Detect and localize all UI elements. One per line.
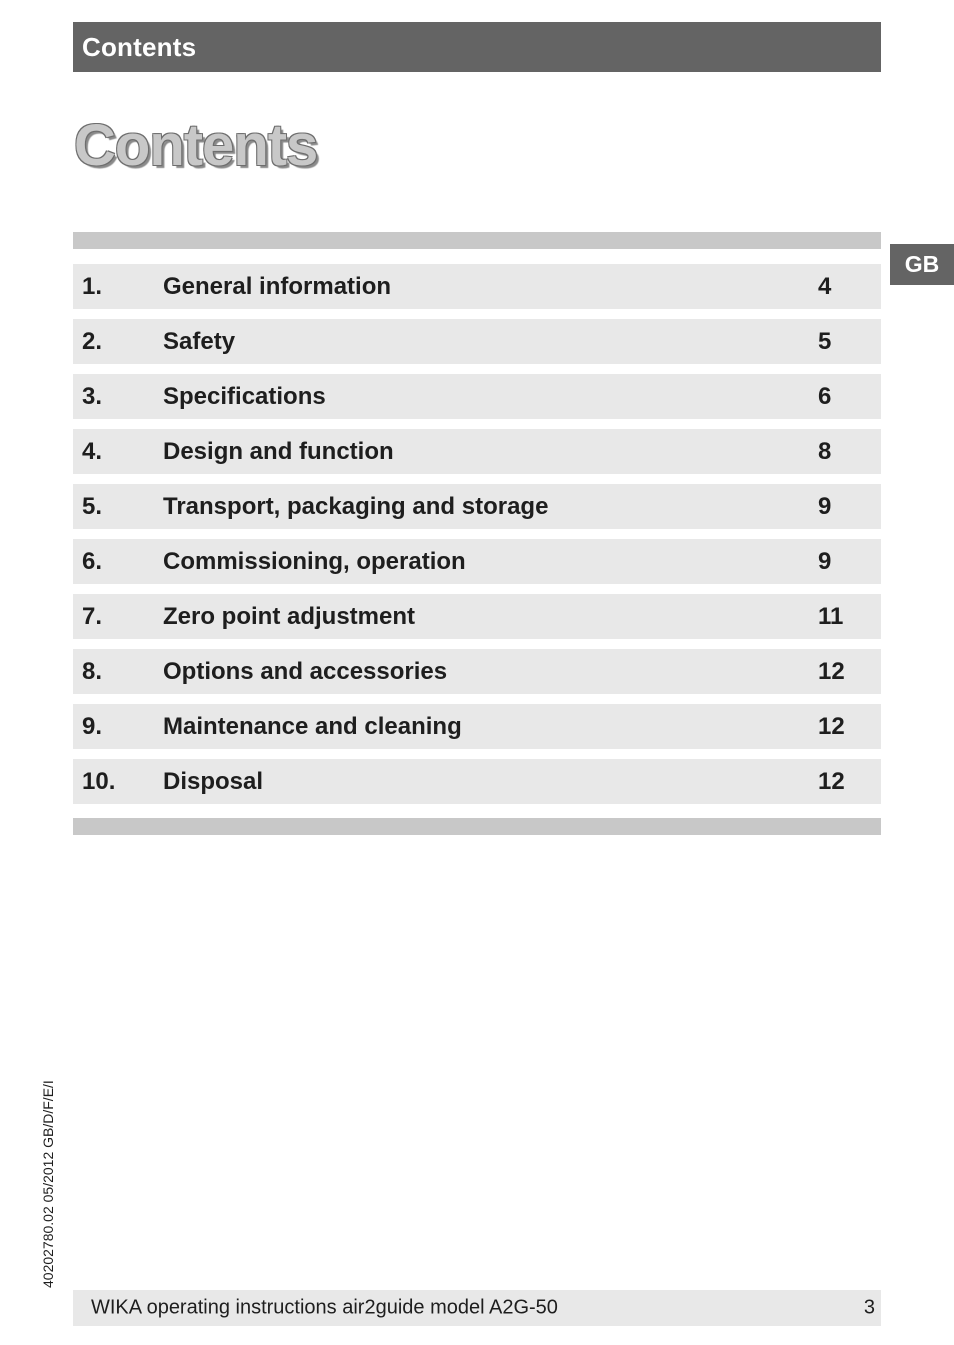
toc-entry-number: 1. xyxy=(82,272,103,300)
toc-entry[interactable] xyxy=(73,704,881,749)
toc-entry-title: Maintenance and cleaning xyxy=(163,712,462,740)
toc-entry-number: 2. xyxy=(82,327,103,355)
toc-entry-title: Specifications xyxy=(163,382,326,410)
toc-entry-page: 8 xyxy=(818,437,832,465)
toc-entry-title: Safety xyxy=(163,327,236,355)
header-title: Contents xyxy=(82,31,197,62)
toc-top-rule xyxy=(73,232,881,249)
toc-entry-page: 4 xyxy=(818,272,832,300)
toc-entry-page: 9 xyxy=(818,492,832,520)
toc-entry-number: 6. xyxy=(82,547,103,575)
table-of-contents xyxy=(73,264,881,814)
toc-entry-page: 9 xyxy=(818,547,832,575)
toc-entry-number: 7. xyxy=(82,602,103,630)
toc-entry-title: Zero point adjustment xyxy=(163,602,415,630)
header-bar xyxy=(73,22,881,72)
toc-entry-title: Disposal xyxy=(163,767,264,795)
toc-entry-page: 6 xyxy=(818,382,832,410)
page-title: Contents xyxy=(74,113,318,178)
page-number: 3 xyxy=(863,1296,875,1319)
footer xyxy=(73,1290,881,1326)
toc-entry-number: 8. xyxy=(82,657,103,685)
toc-entry-page: 12 xyxy=(818,657,845,685)
toc-entry-title: General information xyxy=(163,272,392,300)
toc-entry-page: 11 xyxy=(818,602,844,630)
language-tab: GB xyxy=(890,244,954,285)
document-code: 40202780.02 05/2012 GB/D/F/E/I xyxy=(40,1080,56,1288)
toc-entry-title: Commissioning, operation xyxy=(163,547,466,575)
toc-entry-number: 9. xyxy=(82,712,103,740)
toc-entry[interactable] xyxy=(73,649,881,694)
toc-bottom-rule xyxy=(73,818,881,835)
toc-entry[interactable] xyxy=(73,594,881,639)
toc-entry-page: 5 xyxy=(818,327,832,355)
toc-entry-title: Design and function xyxy=(163,437,394,465)
toc-entry-number: 5. xyxy=(82,492,103,520)
toc-entry-page: 12 xyxy=(818,712,845,740)
toc-entry-title: Transport, packaging and storage xyxy=(163,492,549,520)
toc-entry[interactable] xyxy=(73,264,881,309)
toc-entry[interactable] xyxy=(73,759,881,804)
toc-entry-page: 12 xyxy=(818,767,845,795)
toc-entry[interactable] xyxy=(73,374,881,419)
footer-text: WIKA operating instructions air2guide model A2G-50 xyxy=(91,1296,558,1319)
toc-entry-number: 4. xyxy=(82,437,103,465)
toc-entry-number: 3. xyxy=(82,382,103,410)
toc-entry[interactable] xyxy=(73,429,881,474)
toc-entry[interactable] xyxy=(73,539,881,584)
toc-entry[interactable] xyxy=(73,319,881,364)
toc-entry[interactable] xyxy=(73,484,881,529)
toc-entry-title: Options and accessories xyxy=(163,657,448,685)
toc-entry-number: 10. xyxy=(82,767,116,795)
